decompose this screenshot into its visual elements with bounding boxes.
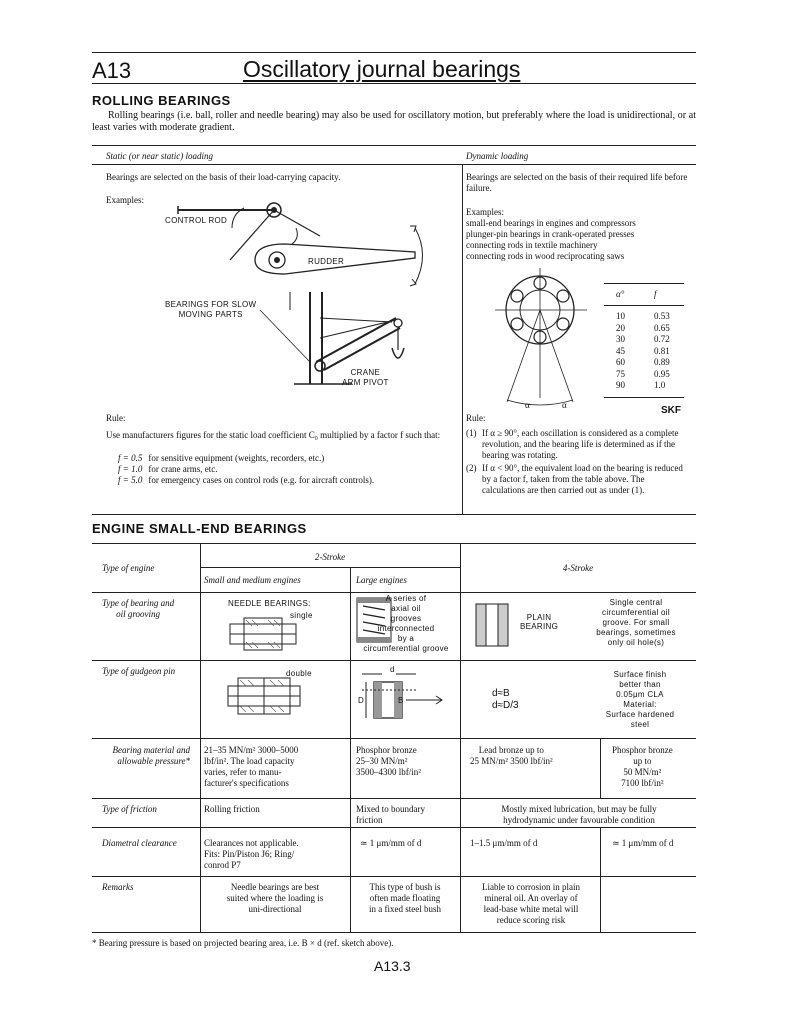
footnote: * Bearing pressure is based on projected bearing area, i.e. B × d (ref. sketch above). bbox=[92, 938, 394, 948]
alpha-value: 60 bbox=[616, 357, 625, 367]
ratio-1: d≈B bbox=[492, 688, 510, 699]
row-material: Bearing material and allowable pressure* bbox=[112, 745, 190, 766]
alpha-value: 45 bbox=[616, 345, 625, 356]
factor-table-row bbox=[616, 323, 676, 335]
fr-large: Mixed to boundary friction bbox=[356, 804, 425, 825]
factor-table-row bbox=[616, 369, 676, 381]
needle-bearing-single-icon bbox=[228, 616, 298, 652]
fr-small: Rolling friction bbox=[204, 804, 260, 814]
dim-d: d bbox=[390, 665, 395, 674]
static-heading: Static (or near static) loading bbox=[106, 151, 213, 161]
col-small: Small and medium engines bbox=[204, 575, 301, 585]
static-factors bbox=[118, 453, 380, 486]
f-value: 0.81 bbox=[654, 345, 670, 356]
needle-bearing-double-icon bbox=[226, 674, 302, 718]
factor-table-row bbox=[616, 357, 676, 369]
alpha-value: 90 bbox=[616, 380, 625, 390]
rule-text: If α ≥ 90°, each oscillation is considered as a complete revolution, and the bearing life is determined as if the bearing was rotating. bbox=[482, 428, 679, 460]
header-rule-top bbox=[92, 52, 696, 53]
example-item: small-end bearings in engines and compressors bbox=[466, 218, 636, 228]
surface-spec: Surface finish better than 0.05μm CLA Material: Surface hardened steel bbox=[605, 670, 675, 729]
dynamic-examples-label: Examples: bbox=[466, 207, 504, 217]
large-grooves: A series of axial oil grooves interconnected by a circumferential groove bbox=[363, 594, 449, 653]
rule-number: (2) bbox=[466, 463, 477, 473]
dynamic-examples-list bbox=[466, 218, 636, 262]
alpha-right: α bbox=[562, 400, 567, 410]
rm-4stroke: Liable to corrosion in plain mineral oil. An overlay of lead-base white metal will reduce scoring risk bbox=[482, 882, 580, 925]
example-item: connecting rods in textile machinery bbox=[466, 240, 598, 250]
ratio-2: d≈D/3 bbox=[492, 700, 519, 711]
needle-single: single bbox=[290, 611, 313, 620]
mat-4stroke-phosphor: Phosphor bronze up to 50 MN/m² 7100 lbf/in² bbox=[612, 745, 673, 788]
label-rudder: RUDDER bbox=[308, 257, 345, 266]
dim-D: D bbox=[358, 696, 365, 705]
rm-small: Needle bearings are best suited where the loading is uni-directional bbox=[226, 882, 324, 914]
row-bearing: Type of bearing and oil grooving bbox=[102, 598, 175, 619]
row-friction: Type of friction bbox=[102, 804, 157, 814]
factor-row bbox=[118, 475, 380, 486]
oscillating-bearing-diagram bbox=[495, 268, 595, 416]
table-source: SKF bbox=[661, 405, 681, 416]
factor-row bbox=[118, 453, 380, 464]
dynamic-rule-label: Rule: bbox=[466, 413, 486, 423]
factor-eq: f = 5.0 bbox=[118, 475, 143, 485]
engine-heading: ENGINE SMALL-END BEARINGS bbox=[92, 521, 307, 536]
factor-table-row bbox=[616, 334, 676, 346]
alpha-left: α bbox=[525, 400, 530, 410]
alpha-value: 75 bbox=[616, 368, 625, 379]
mat-4stroke-lead: Lead bronze up to 25 MN/m² 3500 lbf/in² bbox=[470, 745, 553, 766]
col-2stroke: 2-Stroke bbox=[314, 552, 346, 562]
factor-table-row bbox=[616, 346, 676, 358]
col-4stroke: 4-Stroke bbox=[562, 563, 594, 573]
cl-4stroke-a: 1–1.5 μm/mm of d bbox=[470, 838, 538, 848]
f-value: 0.53 bbox=[654, 311, 670, 321]
factor-eq: f = 0.5 bbox=[118, 453, 143, 463]
f-value: 0.65 bbox=[654, 322, 670, 333]
col-large: Large engines bbox=[356, 575, 407, 585]
dynamic-desc: Bearings are selected on the basis of their required life before failure. bbox=[466, 172, 688, 193]
f-value: 1.0 bbox=[654, 380, 666, 390]
example-item: plunger-pin bearings in crank-operated presses bbox=[466, 229, 635, 239]
factor-desc: for crane arms, etc. bbox=[148, 464, 218, 474]
row-remarks: Remarks bbox=[102, 882, 134, 892]
rm-large: This type of bush is often made floating in a fixed steel bush bbox=[369, 882, 441, 914]
static-desc: Bearings are selected on the basis of their load-carrying capacity. bbox=[106, 172, 341, 182]
row-pin: Type of gudgeon pin bbox=[102, 666, 176, 676]
factor-row bbox=[118, 464, 380, 475]
fr-4stroke: Mostly mixed lubrication, but may be fully hydrodynamic under favourable condition bbox=[501, 804, 657, 825]
static-rule-text: Use manufacturers figures for the static load coefficient C₀ multiplied by a factor f such that: bbox=[106, 430, 441, 440]
cl-large: ≃ 1 μm/mm of d bbox=[360, 838, 422, 848]
page-number: A13.3 bbox=[374, 958, 411, 974]
alpha-value: 30 bbox=[616, 334, 625, 344]
rolling-intro: Rolling bearings (i.e. ball, roller and needle bearing) may also be used for oscillatory motion, but preferably where the load is unidirectional, or at least varies with moderate gradient. bbox=[92, 110, 696, 133]
static-loading-diagram bbox=[160, 198, 440, 398]
cl-4stroke-b: ≃ 1 μm/mm of d bbox=[612, 838, 674, 848]
needle-label: NEEDLE BEARINGS: bbox=[228, 599, 311, 608]
rule-number: (1) bbox=[466, 428, 477, 438]
alpha-value: 20 bbox=[616, 322, 625, 333]
row-clearance: Diametral clearance bbox=[102, 838, 177, 848]
rule-text: If α < 90°, the equivalent load on the bearing is reduced by a factor f, taken from the table above. The calculations are then carried out as under (1). bbox=[482, 463, 683, 495]
cl-small: Clearances not applicable. Fits: Pin/Piston J6; Ring/ conrod P7 bbox=[204, 838, 299, 870]
rolling-heading: ROLLING BEARINGS bbox=[92, 93, 231, 108]
factor-table-row bbox=[616, 380, 676, 392]
row-type-engine: Type of engine bbox=[102, 563, 155, 573]
factor-table-row bbox=[616, 311, 676, 323]
mat-large: Phosphor bronze 25–30 MN/m² 3500–4300 lbf/in² bbox=[356, 745, 421, 777]
dynamic-rule-2 bbox=[466, 463, 688, 496]
factor-desc: for sensitive equipment (weights, recorders, etc.) bbox=[148, 453, 325, 463]
label-slow-parts: BEARINGS FOR SLOW MOVING PARTS bbox=[165, 300, 257, 319]
dynamic-rule-1 bbox=[466, 428, 688, 461]
plain-label: PLAIN BEARING bbox=[520, 613, 559, 631]
mat-small: 21–35 MN/m² 3000–5000 lbf/in². The load capacity varies, refer to manu- facturer's specifications bbox=[204, 745, 299, 788]
page-title: Oscillatory journal bearings bbox=[243, 56, 521, 82]
header-rule-bottom bbox=[92, 83, 696, 84]
static-examples-label: Examples: bbox=[106, 195, 144, 205]
needle-double: double bbox=[286, 669, 312, 678]
label-control-rod: CONTROL ROD bbox=[165, 216, 228, 225]
static-rule-label: Rule: bbox=[106, 413, 126, 423]
factor-eq: f = 1.0 bbox=[118, 464, 143, 474]
example-item: connecting rods in wood reciprocating saws bbox=[466, 251, 625, 261]
dim-B: B bbox=[398, 696, 404, 705]
page-code: A13 bbox=[92, 58, 132, 83]
alpha-value: 10 bbox=[616, 311, 625, 321]
dynamic-heading: Dynamic loading bbox=[466, 151, 529, 161]
factor-desc: for emergency cases on control rods (e.g. for aircraft controls). bbox=[148, 475, 375, 485]
f-value: 0.95 bbox=[654, 368, 670, 379]
table-header-f: f bbox=[654, 289, 657, 299]
f-value: 0.72 bbox=[654, 334, 670, 344]
label-crane: CRANE ARM PIVOT bbox=[342, 368, 389, 387]
fourstroke-groove: Single central circumferential oil groove. For small bearings, sometimes only oil hole(s) bbox=[596, 598, 676, 647]
f-value: 0.89 bbox=[654, 357, 670, 367]
table-header-alpha: α° bbox=[616, 289, 625, 299]
plain-bearing-icon bbox=[474, 602, 510, 648]
